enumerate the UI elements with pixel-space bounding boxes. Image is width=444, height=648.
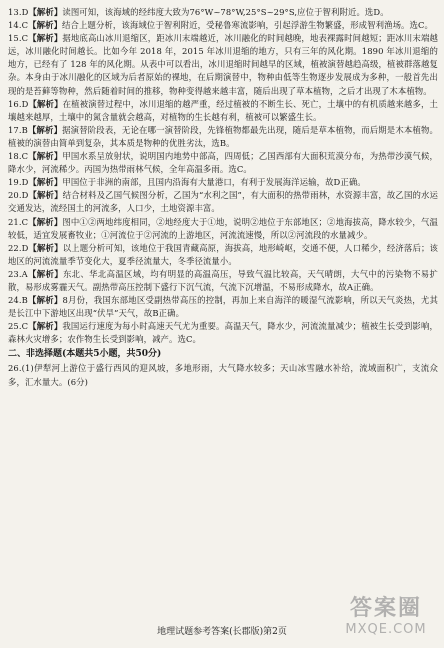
analysis-text: 读图可知，该海域的经纬度大致为76°W~78°W,25°S~29°S,应位于智利附近。选D。 (62, 7, 389, 17)
analysis-text: 图中①②两地纬度相同，②地经度大于①地，说明②地位于东部地区；②地海拔高，降水较少，气温较低，适宜发展畜牧业；①河流位于②河流的上游地区，河流流速慢，所以②河流段的水量减少。 (8, 216, 438, 240)
analysis-tag: 【解析】 (28, 216, 63, 227)
answer-item (8, 268, 438, 294)
analysis-tag: 【解析】 (27, 268, 63, 279)
answer-item (8, 124, 438, 150)
answer-number: 19.D (8, 177, 29, 188)
answer-number: 16.D (8, 98, 29, 109)
analysis-text: 结合上题分析，该海域位于智利附近，受秘鲁寒流影响，引起浮游生物繁盛，形成智利渔场。选C。 (62, 20, 433, 31)
answer-number: 20.D (8, 190, 29, 201)
analysis-text: 甲国水系呈放射状，说明国内地势中部高，四周低；乙国西部有大面积荒漠分布，为热带沙漠气候，降水少，河流稀少。丙国为热带雨林气候，全年高温多雨。选C。 (8, 151, 438, 175)
analysis-tag: 【解析】 (28, 190, 63, 201)
analysis-tag: 【解析】 (28, 242, 63, 253)
page-footer: 地理试题参考答案(长郡版)第2页 (157, 627, 287, 637)
answer-number: 25.C (8, 321, 29, 332)
answer-number: 23.A (8, 268, 28, 279)
analysis-text: 8月份，我国东部地区受副热带高压的控制，再加上来自海洋的暖湿气流影响，所以天气炎热，尤其是长江中下游地区出现“伏旱”天气，故B正确。 (8, 295, 438, 319)
answer-item (8, 242, 438, 268)
answer-item (8, 150, 438, 176)
analysis-tag: 【解析】 (28, 177, 63, 188)
answer-item (8, 320, 438, 346)
analysis-tag: 【解析】 (28, 33, 63, 44)
question-26-number: 26. (8, 363, 22, 374)
answer-number: 18.C (8, 151, 29, 162)
analysis-text: 东北、华北高温区域，均有明显的高温高压，导致气温比较高，天气晴朗，大气中的污染物不易扩散，易形成雾霾天气。副热带高压控制下盛行下沉气流，气流下沉增温，不易形成降水，故A正确。 (8, 268, 439, 292)
answer-number: 13.D (8, 7, 29, 17)
analysis-tag: 【解析】 (28, 7, 63, 17)
answer-item (8, 189, 438, 215)
answer-item (8, 98, 438, 124)
analysis-tag: 【解析】 (28, 151, 63, 162)
answer-item (8, 294, 438, 320)
analysis-text: 我国运行速度为每小时高速天气尤为重要。高温天气，降水少，河流流量减少；植被生长受到影响，森林火灾增多；农作物生长受到影响，减产。选C。 (8, 321, 438, 345)
watermark-bottom: MXQE.COM (345, 622, 427, 637)
analysis-text: 据演替阶段表，无论在哪一演替阶段，先锋植物都最先出现，随后是草本植物，而后期是木本植物。植被的演替由简单到复杂，其本质是物种的优胜劣汰，选B。 (8, 124, 438, 148)
analysis-text: 以上题分析可知，该地位于我国青藏高原，海拔高，地形崎岖，交通不便，人口稀少，经济落后；该地区的河流流量季节变化大，夏季径流量大，冬季径流量小。 (8, 242, 438, 266)
answer-number: 17.B (8, 124, 28, 135)
analysis-tag: 【解析】 (27, 295, 63, 306)
analysis-text: 据地底高山冰川退缩区，距冰川末端越近，冰川融化的时间越晚，地表裸露时间越短；距冰川末端越远，冰川融化时间越长。比如今年 2018 年，2015 年冰川退缩的地方，只有三年的风化期。1890 年冰川退缩的地方，已经有了 128 年的风化期。从表中可以看出，冰川退缩时间越早的区域，植被演替越趋高级，植被群落越复杂。本身由于冰川融化的区域为后者原始的裸地，在后期演替中，物种由低等生物逐步发展成为多种，一般首先出现的是苔藓等物种，然后随着时间的推移，物种变得越来越丰富，随后出现了草本植物，之后才出现了木本植物。 (8, 33, 438, 96)
analysis-text: 结合材料及乙国气候图分析，乙国为“水利之国”，有大面积的热带雨林，水资源丰富，故乙国的水运交通发达，流经国土的河流多，人口少，土地资源丰富。 (8, 190, 438, 214)
answer-number: 15.C (8, 33, 29, 44)
answer-page (8, 6, 438, 389)
answer-number: 24.B (8, 295, 28, 306)
analysis-tag: 【解析】 (28, 20, 63, 31)
answer-item (8, 6, 438, 19)
analysis-text: 甲国位于非洲的南部，且国内沿海有大量港口，有利于发展海洋运输，故D正确。 (62, 177, 366, 188)
answer-item (8, 176, 438, 189)
answer-item (8, 19, 438, 32)
question-26-text: (1)伊犁河上游位于盛行西风的迎风坡，多地形雨，大气降水较多；天山冰雪融水补给，流域面积广，支流众多，汇水量大。(6分) (8, 363, 438, 387)
answer-item (8, 216, 438, 242)
analysis-text: 在植被演替过程中，冰川退缩的越严重，经过植被的不断生长、死亡，土壤中的有机质越来越多，土壤越来越厚，土壤中的氮含量就会越高，对植物的生长越有利，植被可以繁盛生长。 (8, 98, 438, 122)
watermark-top: 答案圈 (349, 596, 422, 621)
answer-number: 14.C (8, 20, 29, 31)
answer-list (8, 6, 438, 346)
analysis-tag: 【解析】 (28, 321, 63, 332)
analysis-tag: 【解析】 (28, 98, 63, 109)
answer-number: 21.C (8, 216, 29, 227)
question-26 (8, 362, 438, 388)
answer-item (8, 32, 438, 97)
answer-number: 22.D (8, 242, 29, 253)
analysis-tag: 【解析】 (27, 124, 63, 135)
section-title: 二、非选择题(本题共5小题，共50分) (8, 349, 162, 360)
